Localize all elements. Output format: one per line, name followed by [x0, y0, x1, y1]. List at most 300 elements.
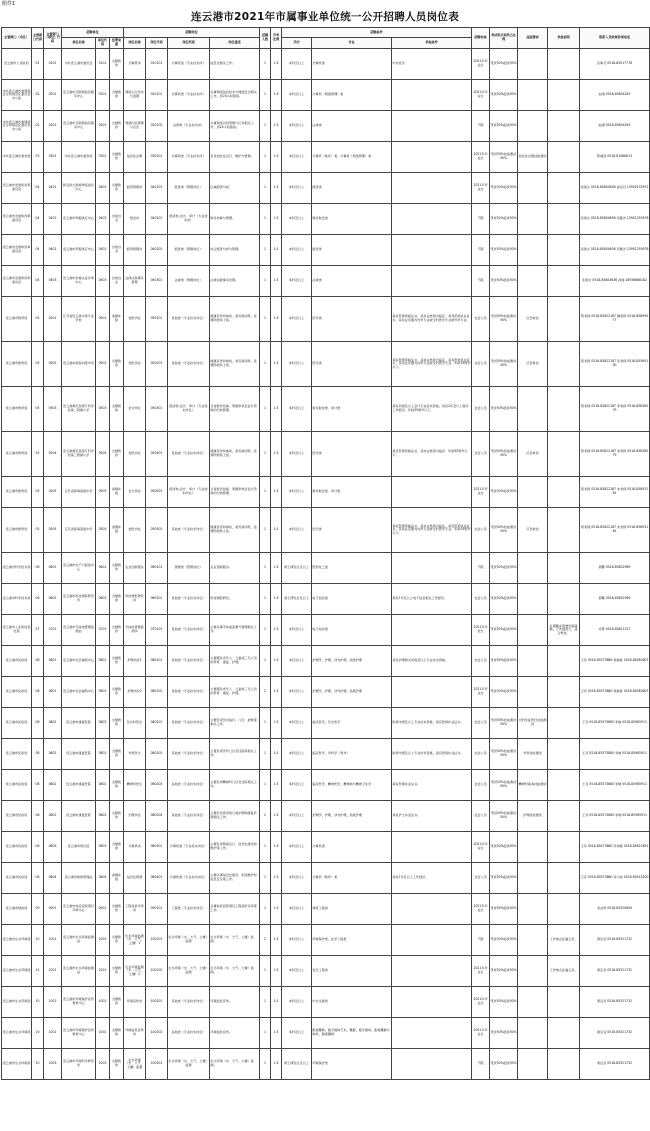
- cell-dept-code: 0802: [44, 801, 62, 832]
- cell-major: 计算机类: [312, 832, 392, 863]
- cell-post-name: 网络内容管理与应急: [124, 111, 146, 142]
- cell-post-type: 生态环境（水、大气、土壤）监测: [168, 925, 210, 956]
- cell-count: 1: [260, 111, 271, 142]
- cell-skill: [518, 987, 548, 1018]
- table-row: [2, 677, 650, 708]
- cell-count: 1: [260, 235, 271, 266]
- cell-other: [392, 1049, 472, 1080]
- cell-dept-code: 0801: [44, 646, 62, 677]
- cell-post-type: 其他类（专业技术岗位）: [168, 615, 210, 646]
- cell-admin: 连云港市民政局: [2, 708, 32, 739]
- cell-dept-code: 0701: [44, 615, 62, 646]
- cell-funding: 全额拨款: [110, 646, 124, 677]
- cell-dept-code: 1003: [44, 1049, 62, 1080]
- cell-admin-code: 04: [32, 204, 44, 235]
- cell-admin-code: 04: [32, 235, 44, 266]
- cell-contact: 赵翊 0518-85804245: [580, 80, 650, 111]
- cell-note: [548, 987, 580, 1018]
- cell-admin-code: 04: [32, 173, 44, 204]
- cell-other: [392, 173, 472, 204]
- cell-funding: 全额拨款: [110, 801, 124, 832]
- cell-post-name: 会计岗位: [124, 387, 146, 432]
- cell-funding: 全额拨款: [110, 342, 124, 387]
- cell-unit-name: 连云港师范高等专科学校第三附属小学: [62, 432, 96, 477]
- cell-admin-code: 08: [32, 801, 44, 832]
- cell-contact: 张国文 0518-85804636 冯雅洪 13951259578: [580, 204, 650, 235]
- cell-admin-code: 06: [32, 553, 44, 584]
- cell-note: [548, 801, 580, 832]
- cell-other: [392, 204, 472, 235]
- cell-unit-name: 连云港市康复医院: [62, 708, 96, 739]
- cell-exam: 笔试50%面试50%: [490, 832, 518, 863]
- table-row: [2, 646, 650, 677]
- cell-unit-name: 连云港市环境科学研究所: [62, 1049, 96, 1080]
- cell-post-name: 工程造价评审岗: [124, 894, 146, 925]
- cell-post-type: 经济类（管理岗位）: [168, 173, 210, 204]
- cell-edu: 本科及以上: [282, 49, 312, 80]
- cell-dept-code: 0802: [44, 770, 62, 801]
- cell-admin-code: 03: [32, 142, 44, 173]
- cell-major: 法律类: [312, 111, 392, 142]
- cell-post-code: 100201: [146, 987, 168, 1018]
- cell-major: 医药化工类: [312, 553, 392, 584]
- cell-exam: 笔试50%面试50%: [490, 235, 518, 266]
- cell-unit-code: 1002: [96, 987, 110, 1018]
- header-group-post: 招聘岗位: [124, 28, 260, 38]
- header-dept-code: 主管部门（单位）代码: [44, 28, 62, 49]
- cell-post-name: 经济管理岗: [124, 173, 146, 204]
- header-target: 招聘对象: [472, 28, 490, 49]
- cell-note: [548, 111, 580, 142]
- cell-count: 1: [260, 297, 271, 342]
- table-row: [2, 770, 650, 801]
- table-row: [2, 387, 650, 432]
- cell-funding: 全额拨款: [110, 1018, 124, 1049]
- cell-post-name: 计算机岗: [124, 49, 146, 80]
- table-row: [2, 432, 650, 477]
- cell-target: 社会人员: [472, 863, 490, 894]
- cell-post-name: 网络运行技术与监测: [124, 80, 146, 111]
- cell-admin-code: 08: [32, 708, 44, 739]
- cell-post-code: 070101: [146, 615, 168, 646]
- cell-major: 护理学，护理，涉外护理，高级护理: [312, 677, 392, 708]
- cell-post-code: 080102: [146, 677, 168, 708]
- cell-dept-code: 0501: [44, 297, 62, 342]
- cell-major: 临床医学，外科学（普外）: [312, 739, 392, 770]
- cell-post-name: 校医岗位: [124, 508, 146, 553]
- cell-contact: 黄启宣 0518-85521732: [580, 925, 650, 956]
- cell-post-desc: 主要负责网络运行、信息化建设和维护等工作。: [210, 832, 260, 863]
- cell-dept-code: 0101: [44, 49, 62, 80]
- cell-funding: 全额拨款: [110, 173, 124, 204]
- cell-exam: 笔试50%面试50%: [490, 987, 518, 1018]
- cell-skill: [518, 235, 548, 266]
- cell-admin: 连云港市生态环境局: [2, 987, 32, 1018]
- header-exam: 考试形式和所占比例: [490, 28, 518, 49]
- cell-ratio: 1:3: [271, 387, 282, 432]
- table-header-row-1: [2, 28, 650, 38]
- cell-count: 1: [260, 863, 271, 894]
- cell-count: 1: [260, 894, 271, 925]
- cell-post-code: 050201: [146, 342, 168, 387]
- cell-post-type: 法律类（管理岗位）: [168, 266, 210, 297]
- cell-count: 1: [260, 80, 271, 111]
- cell-admin: 中共连云港市委网络安全和信息化委员会办公室: [2, 111, 32, 142]
- cell-admin-code: 02: [32, 111, 44, 142]
- cell-post-code: 040301: [146, 266, 168, 297]
- cell-exam: 笔试50%面试50%: [490, 1049, 518, 1080]
- cell-target: 2021年毕业生: [472, 80, 490, 111]
- cell-note: [548, 894, 580, 925]
- cell-note: [548, 1018, 580, 1049]
- cell-target: 2021年毕业生: [472, 49, 490, 80]
- cell-unit-name: 连云港市科技情报研究所: [62, 584, 96, 615]
- cell-unit-code: 0401: [96, 173, 110, 204]
- header-post-name: 岗位名称: [124, 38, 146, 49]
- cell-post-desc: 主要服务老年人、儿童或三无人员的养育、康复、护理。: [210, 677, 260, 708]
- cell-count: 1: [260, 477, 271, 508]
- cell-unit-name: 连云港市新海初级中学: [62, 342, 96, 387]
- header-admin: 主管部门（市区）: [2, 28, 32, 49]
- cell-unit-name: 新亚欧大陆桥物流信息中心: [62, 173, 96, 204]
- cell-count: 1: [260, 266, 271, 297]
- cell-ratio: 1:3: [271, 801, 282, 832]
- cell-admin-code: 08: [32, 863, 44, 894]
- cell-other: [392, 142, 472, 173]
- cell-count: 1: [260, 342, 271, 387]
- cell-unit-name: 连云港市殡仪馆: [62, 832, 96, 863]
- cell-edu: 本科及以上: [282, 770, 312, 801]
- cell-exam: 笔试50%面试50%: [490, 266, 518, 297]
- cell-skill: [518, 477, 548, 508]
- cell-major: 计算机（软件）类、计算机（网络管理）类: [312, 142, 392, 173]
- cell-edu: 本科及以上: [282, 987, 312, 1018]
- cell-ratio: 1:3: [271, 677, 282, 708]
- cell-funding: 全额拨款: [110, 1049, 124, 1080]
- cell-post-code: 010101: [146, 49, 168, 80]
- cell-dept-code: 0301: [44, 142, 62, 173]
- cell-dept-code: 0802: [44, 708, 62, 739]
- cell-target: 2021年毕业生: [472, 894, 490, 925]
- cell-unit-name: 连云港市互联网信息服务中心: [62, 111, 96, 142]
- cell-count: 1: [260, 739, 271, 770]
- cell-target: 2021年毕业生: [472, 477, 490, 508]
- table-row: [2, 266, 650, 297]
- cell-major: 临床医学，精神医学，精神病与精神卫生学: [312, 770, 392, 801]
- cell-note: [548, 266, 580, 297]
- cell-exam: 笔试50%技能测试50%: [490, 297, 518, 342]
- cell-unit-name: 中共连云港市委党校: [62, 142, 96, 173]
- cell-note: [548, 739, 580, 770]
- cell-dept-code: 0803: [44, 832, 62, 863]
- cell-major: 计算机（软件）类: [312, 863, 392, 894]
- cell-admin: 连云港市发展和改革委员会: [2, 204, 32, 235]
- cell-skill: 外科技能测试: [518, 739, 548, 770]
- cell-ratio: 1:3: [271, 553, 282, 584]
- cell-edu: 本科及以上: [282, 297, 312, 342]
- cell-post-desc: 主要负责精神科门诊及住院相关工作。: [210, 770, 260, 801]
- table-row: [2, 477, 650, 508]
- cell-post-name: 无线电管理监测岗: [124, 615, 146, 646]
- header-note: 其他说明: [548, 28, 580, 49]
- cell-admin: 连云港市民政局: [2, 646, 32, 677]
- cell-post-type: 其他类（专业技术岗位）: [168, 708, 210, 739]
- cell-count: 1: [260, 584, 271, 615]
- cell-exam: 笔试50%面试50%: [490, 80, 518, 111]
- cell-admin: 连云港市教育局: [2, 508, 32, 553]
- cell-post-name: 环境信息宣传岗: [124, 1018, 146, 1049]
- cell-skill: 精神科基本技能测试: [518, 770, 548, 801]
- cell-other: 取得中级及以上专业技术资格，具有医师执业证书。: [392, 708, 472, 739]
- cell-count: 1: [260, 646, 271, 677]
- cell-post-code: 040202: [146, 235, 168, 266]
- cell-note: [548, 142, 580, 173]
- cell-ratio: 1:3: [271, 49, 282, 80]
- cell-target: 社会人员: [472, 508, 490, 553]
- cell-exam: 笔试50%面试50%: [490, 925, 518, 956]
- table-row: [2, 863, 650, 894]
- cell-post-type: 其他类（专业技术岗位）: [168, 801, 210, 832]
- header-other: 其他条件: [392, 38, 472, 49]
- cell-post-desc: 综合经济分析与管理。: [210, 235, 260, 266]
- table-row: [2, 739, 650, 770]
- cell-skill: [518, 1049, 548, 1080]
- cell-unit-name: 连云港市无线电管理监测站: [62, 615, 96, 646]
- cell-contact: 王丹 0518-85573880 李晓 0518-85985911: [580, 770, 650, 801]
- cell-unit-code: 0505: [96, 477, 110, 508]
- cell-post-code: 020101: [146, 80, 168, 111]
- cell-admin-code: 01: [32, 49, 44, 80]
- cell-post-name: 计算机岗: [124, 832, 146, 863]
- cell-ratio: 1:3: [271, 342, 282, 387]
- cell-skill: 应急救治: [518, 342, 548, 387]
- cell-note: 长期随车驾驶设备值勤，工作强度大，适合男性。: [548, 615, 580, 646]
- cell-skill: [518, 49, 548, 80]
- cell-count: 1: [260, 770, 271, 801]
- cell-funding: 全额拨款: [110, 584, 124, 615]
- cell-target: 不限: [472, 204, 490, 235]
- cell-count: 2: [260, 801, 271, 832]
- cell-skill: 应急救治: [518, 508, 548, 553]
- table-row: [2, 894, 650, 925]
- cell-edu: 本科及以上: [282, 646, 312, 677]
- cell-ratio: 1:3: [271, 956, 282, 987]
- cell-admin: 连云港市生态环境局: [2, 1018, 32, 1049]
- cell-edu: 本科及以上: [282, 1018, 312, 1049]
- cell-contact: 王丹 0518-85573880 李伟图 0518-85622651: [580, 832, 650, 863]
- cell-other: 具有护士执业证书。: [392, 801, 472, 832]
- table-row: [2, 801, 650, 832]
- cell-admin: 连云港市发展和改革委员会: [2, 173, 32, 204]
- cell-note: [548, 863, 580, 894]
- cell-exam: 笔试50%面试50%: [490, 387, 518, 432]
- cell-admin-code: 08: [32, 739, 44, 770]
- cell-major: 电子信息类: [312, 615, 392, 646]
- cell-admin: 连云港市财政局: [2, 894, 32, 925]
- cell-edu: 本科及以上: [282, 342, 312, 387]
- cell-target: 社会人员: [472, 297, 490, 342]
- cell-exam: 笔试50%技能测试50%: [490, 432, 518, 477]
- cell-edu: 本科及以上: [282, 387, 312, 432]
- cell-unit-code: 0801: [96, 646, 110, 677]
- cell-unit-name: 连云港市军粮供应中心: [62, 235, 96, 266]
- cell-post-code: 090101: [146, 894, 168, 925]
- cell-ratio: 1:3: [271, 615, 282, 646]
- cell-target: 不限: [472, 235, 490, 266]
- header-count: 招聘人数: [260, 28, 271, 49]
- cell-post-desc: 主要负责外科门诊及住院等相关工作。: [210, 739, 260, 770]
- cell-edu: 本科及以上: [282, 832, 312, 863]
- cell-count: 1: [260, 615, 271, 646]
- cell-other: 具有医师资格证书，其执业类别为临床，具有医师执业证书，其执业范围为内科专业或全科医学专业；年龄35周岁以下。: [392, 508, 472, 553]
- header-funding: 经费来源: [110, 38, 124, 49]
- cell-admin-code: 05: [32, 508, 44, 553]
- cell-dept-code: 0503: [44, 387, 62, 432]
- cell-major: 中文文秘类: [312, 987, 392, 1018]
- cell-post-type: 其他类（专业技术岗位）: [168, 739, 210, 770]
- cell-major: 医学类: [312, 297, 392, 342]
- cell-ratio: 1:3: [271, 584, 282, 615]
- cell-ratio: 1:3: [271, 111, 282, 142]
- cell-post-type: 其他类（专业技术岗位）: [168, 1018, 210, 1049]
- cell-admin-code: 10: [32, 1049, 44, 1080]
- cell-post-code: 050502: [146, 508, 168, 553]
- cell-target: 社会人员: [472, 387, 490, 432]
- cell-unit-code: 0701: [96, 615, 110, 646]
- cell-funding: 全额拨款: [110, 708, 124, 739]
- cell-edu: 本科及以上: [282, 677, 312, 708]
- cell-target: 2021年毕业生: [472, 987, 490, 1018]
- cell-other: 具有1年及以上工作经历。: [392, 863, 472, 894]
- cell-target: 不限: [472, 111, 490, 142]
- cell-funding: 全额拨款: [110, 956, 124, 987]
- cell-post-name: 财会岗: [124, 204, 146, 235]
- cell-post-desc: 主要负责急诊接诊、门诊、抢救等相关工作。: [210, 708, 260, 739]
- table-row: [2, 584, 650, 615]
- cell-post-desc: 日常财务结算，票据审核及会计资料的归档管理。: [210, 387, 260, 432]
- cell-other: 具有初级及以上会计专业技术资格，具有2年及以上财务工作经历；年龄35周岁以下。: [392, 387, 472, 432]
- cell-post-type: 其他类（专业技术岗位）: [168, 646, 210, 677]
- cell-count: 1: [260, 204, 271, 235]
- cell-skill: [518, 266, 548, 297]
- cell-exam: 笔试50%技能测试50%: [490, 342, 518, 387]
- cell-skill: 内科急症医疗技能测试: [518, 708, 548, 739]
- cell-dept-code: 0505: [44, 477, 62, 508]
- cell-unit-code: 0804: [96, 863, 110, 894]
- cell-note: [548, 297, 580, 342]
- cell-admin: 中共连云港市委网络安全和信息化委员会办公室: [2, 80, 32, 111]
- cell-target: 2021年毕业生: [472, 173, 490, 204]
- cell-post-type: 其他类（专业技术岗位）: [168, 508, 210, 553]
- cell-post-desc: 生态环境（水、大气、土壤）监测。: [210, 1049, 260, 1080]
- cell-dept-code: 0901: [44, 894, 62, 925]
- cell-admin-code: 10: [32, 956, 44, 987]
- table-row: [2, 925, 650, 956]
- cell-exam: 笔试50%面试50%: [490, 646, 518, 677]
- cell-contact: 郝馨 0518-85802969: [580, 553, 650, 584]
- table-row: [2, 832, 650, 863]
- cell-post-desc: 法律法规事务处理。: [210, 266, 260, 297]
- cell-dept-code: 1001: [44, 925, 62, 956]
- cell-contact: 张国文 0518-85804636 冯雅洪 13951259578: [580, 235, 650, 266]
- cell-post-type: 工程类（专业技术岗位）: [168, 894, 210, 925]
- cell-count: 1: [260, 387, 271, 432]
- table-row: [2, 1049, 650, 1080]
- cell-unit-code: 0403: [96, 266, 110, 297]
- cell-dept-code: 0802: [44, 739, 62, 770]
- cell-dept-code: 0502: [44, 342, 62, 387]
- cell-post-code: 040101: [146, 173, 168, 204]
- cell-unit-name: 连云港市政府投资项目评审中心: [62, 894, 96, 925]
- cell-unit-name: 江苏省新海高级中学: [62, 508, 96, 553]
- cell-unit-code: 0802: [96, 708, 110, 739]
- cell-unit-code: 0802: [96, 801, 110, 832]
- cell-exam: 笔试50%面试50%: [490, 477, 518, 508]
- cell-note: [548, 342, 580, 387]
- cell-note: [548, 235, 580, 266]
- cell-post-type: 经济类-会计、审计（专业技术岗）: [168, 204, 210, 235]
- cell-other: [392, 111, 472, 142]
- cell-post-code: 080204: [146, 801, 168, 832]
- cell-other: [392, 925, 472, 956]
- table-row: [2, 173, 650, 204]
- cell-skill: [518, 646, 548, 677]
- cell-contact: 陈老师 0518-85822187 张老师 0518-85589100: [580, 342, 650, 387]
- cell-ratio: 1:3: [271, 477, 282, 508]
- cell-note: 工作地点在灌云县。: [548, 956, 580, 987]
- cell-exam: 笔试50%面试50%: [490, 1018, 518, 1049]
- cell-dept-code: 1002: [44, 987, 62, 1018]
- cell-other: 中共党员: [392, 49, 472, 80]
- cell-admin: 连云港市生态环境局: [2, 956, 32, 987]
- header-unit-name: 单位名称: [62, 38, 96, 49]
- cell-funding: 全额拨款: [110, 80, 124, 111]
- cell-ratio: 1:3: [271, 142, 282, 173]
- cell-admin: 连云港市教育局: [2, 297, 32, 342]
- cell-skill: [518, 894, 548, 925]
- cell-other: 具有护理相关初级及以上专业技术资格。: [392, 646, 472, 677]
- cell-post-code: 100102: [146, 956, 168, 987]
- cell-edu: 本科及以上: [282, 80, 312, 111]
- cell-ratio: 1:3: [271, 80, 282, 111]
- cell-other: 具有1年及以上电子信息相关工作经历。: [392, 584, 472, 615]
- cell-skill: [518, 387, 548, 432]
- cell-unit-code: 1001: [96, 925, 110, 956]
- cell-exam: 笔试50%技能测试50%: [490, 739, 518, 770]
- cell-unit-code: 0802: [96, 739, 110, 770]
- cell-post-name: 生态环境监测（水、大气、土壤）2: [124, 956, 146, 987]
- cell-edu: 本科及以上: [282, 894, 312, 925]
- cell-count: 2: [260, 925, 271, 956]
- cell-dept-code: 0201: [44, 80, 62, 111]
- cell-admin: 连云港市教育局: [2, 432, 32, 477]
- cell-funding: 全额拨款: [110, 987, 124, 1018]
- cell-admin-code: 08: [32, 677, 44, 708]
- cell-edu: 本科及以上: [282, 739, 312, 770]
- cell-unit-name: 连云港市生态环境监测站: [62, 925, 96, 956]
- cell-unit-name: 连云港市环境保护宣传教育中心: [62, 1018, 96, 1049]
- header-admin-code: 主管部门代码: [32, 28, 44, 49]
- cell-unit-code: 0402: [96, 235, 110, 266]
- cell-post-type: 经济类-会计、审计（专业技术岗位）: [168, 387, 210, 432]
- cell-contact: 张国文 0518-85804636 孙丹丹 13905133971: [580, 173, 650, 204]
- cell-funding: 全额拨款: [110, 111, 124, 142]
- cell-ratio: 1:3: [271, 925, 282, 956]
- table-row: [2, 956, 650, 987]
- table-body: [2, 49, 650, 1080]
- cell-post-type: 经济类-会计、审计（专业技术岗位）: [168, 477, 210, 508]
- cell-unit-name: 连云港师范高等专科学校第二附属小学: [62, 387, 96, 432]
